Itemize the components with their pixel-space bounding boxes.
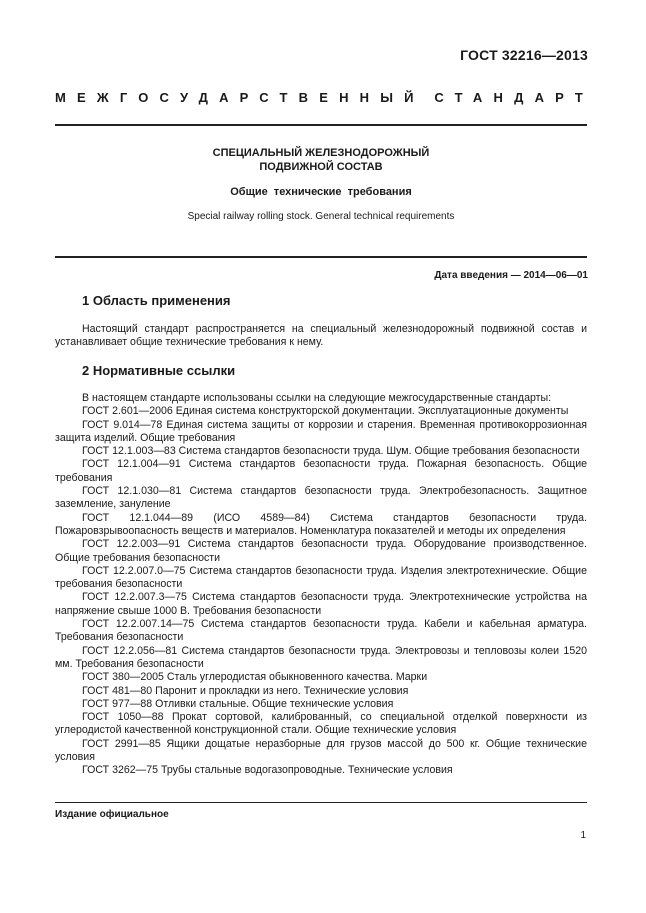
document-subtitle: Общие технические требования (230, 186, 412, 198)
reference-item: ГОСТ 12.1.003—83 Система стандартов безопасности труда. Шум. Общие требования безопасности (82, 445, 580, 458)
reference-item: ГОСТ 12.2.007.0—75 Система стандартов безопасности труда. Изделия электротехнические. Общие требования безопасности (55, 564, 587, 591)
section-2-heading: 2 Нормативные ссылки (82, 363, 236, 378)
section-2-body (55, 392, 587, 778)
reference-item: ГОСТ 2991—85 Ящики дощатые неразборные для грузов массой до 500 кг. Общие технические условия (55, 737, 587, 764)
reference-item: ГОСТ 12.1.004—91 Система стандартов безопасности труда. Пожарная безопасность. Общие требования (55, 458, 587, 484)
reference-item: ГОСТ 12.2.056—81 Система стандартов безопасности труда. Электровозы и тепловозы колеи 1520 мм. Требования безопасности (55, 644, 587, 670)
reference-item: ГОСТ 977—88 Отливки стальные. Общие технические условия (82, 697, 394, 710)
top-divider (55, 124, 587, 126)
introduction-date: Дата введения — 2014—06—01 (434, 270, 588, 281)
reference-item: ГОСТ 9.014—78 Единая система защиты от коррозии и старения. Временная противокоррозионная защита изделий. Общие требования (55, 418, 587, 444)
document-title-line-2: ПОДВИЖНОЙ СОСТАВ (259, 161, 383, 173)
document-code: ГОСТ 32216—2013 (460, 47, 588, 63)
paragraph: Настоящий стандарт распространяется на специальный железнодорожный подвижной состав и устанавливает общие технические требования к нему. (55, 323, 587, 349)
section-1-body (55, 323, 587, 350)
reference-item: ГОСТ 2.601—2006 Единая система конструкторской документации. Эксплуатационные документы (82, 405, 569, 418)
reference-item: ГОСТ 12.1.030—81 Система стандартов безопасности труда. Электробезопасность. Защитное заземление, зануление (55, 485, 587, 511)
paragraph: В настоящем стандарте использованы ссылки на следующие межгосударственные стандарты: (82, 392, 552, 404)
reference-item: ГОСТ 12.1.044—89 (ИСО 4589—84) Система стандартов безопасности труда. Пожаровзрывоопасность веществ и материалов. Номенклатура показателей и методы их определения (55, 511, 587, 537)
section-1-heading: 1 Область применения (82, 293, 231, 308)
reference-item: ГОСТ 1050—88 Прокат сортовой, калиброванный, со специальной отделкой поверхности из углеродистой качественной конструкционной стали. Общие технические условия (55, 711, 587, 737)
reference-item: ГОСТ 481—80 Паронит и прокладки из него. Технические условия (82, 684, 409, 697)
standard-banner-standard: СТАНДАРТ (434, 90, 594, 105)
english-title: Special railway rolling stock. General technical requirements (187, 211, 455, 222)
document-title-line-1: СПЕЦИАЛЬНЫЙ ЖЕЛЕЗНОДОРОЖНЫЙ (212, 147, 430, 159)
reference-item: ГОСТ 12.2.007.14—75 Система стандартов безопасности труда. Кабели и кабельная арматура. Требования безопасности (55, 618, 587, 644)
footer-divider (55, 802, 587, 803)
reference-item: ГОСТ 12.2.007.3—75 Система стандартов безопасности труда. Электротехнические устройства на напряжение свыше 1000 В. Требования безопасности (55, 591, 587, 617)
reference-item: ГОСТ 3262—75 Трубы стальные водогазопроводные. Технические условия (82, 764, 453, 777)
reference-item: ГОСТ 380—2005 Сталь углеродистая обыкновенного качества. Марки (82, 671, 428, 684)
edition-label: Издание официальное (55, 809, 169, 820)
reference-item: ГОСТ 12.2.003—91 Система стандартов безопасности труда. Оборудование производственное. Общие требования безопасности (55, 538, 587, 564)
standard-banner-interstate: МЕЖГОСУДАРСТВЕННЫЙ (55, 90, 425, 105)
title-divider (55, 256, 587, 258)
page-number: 1 (580, 830, 586, 841)
